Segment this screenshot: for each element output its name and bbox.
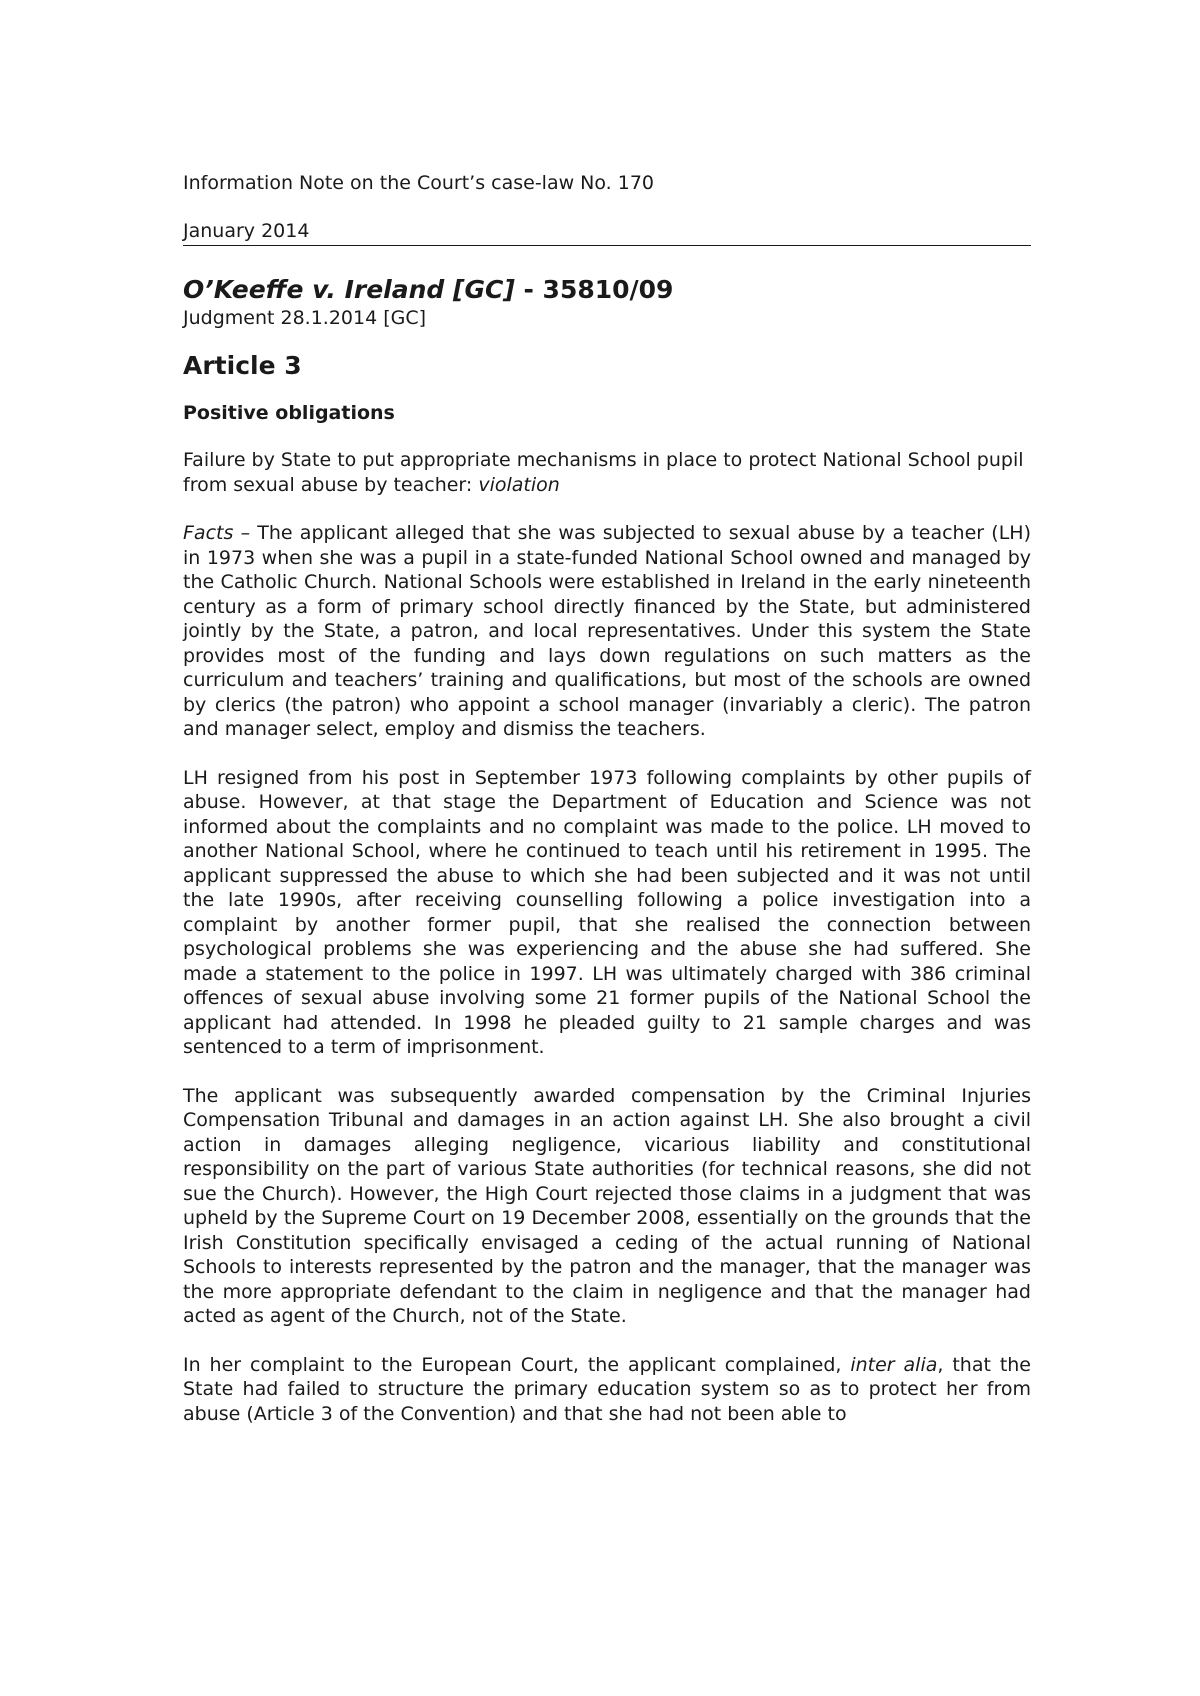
facts-label: Facts (183, 522, 234, 544)
facts-text-1: – The applicant alleged that she was subjected to sexual abuse by a teacher (LH) in 1973 when she was a pupil in a state-funded National School owned and managed by the Catholic Church. National Schools were established in Ireland in the early nineteenth century as a form of primary school directly financed by the State, but administered jointly by the State, a patron, and local representatives. Under this system the State provides most of the funding and lays down regulations on such matters as the curriculum and teachers’ training and qualifications, but most of the schools are owned by clerics (the patron) who appoint a school manager (invariably a cleric). The patron and manager select, employ and dismiss the teachers. (183, 522, 1031, 740)
case-title (183, 274, 1031, 306)
facts-paragraph-2: LH resigned from his post in September 1973 following complaints by other pupils of abuse. However, at that stage the Department of Education and Science was not informed about the complaints and no complaint was made to the police. LH moved to another National School, where he continued to teach until his retirement in 1995. The applicant suppressed the abuse to which she had been subjected and it was not until the late 1990s, after receiving counselling following a police investigation into a complaint by another former pupil, that she realised the connection between psychological problems she was experiencing and the abuse she had suffered. She made a statement to the police in 1997. LH was ultimately charged with 386 criminal offences of sexual abuse involving some 21 former pupils of the National School the applicant had attended. In 1998 he pleaded guilty to 21 sample charges and was sentenced to a term of imprisonment. (183, 766, 1031, 1058)
summary-outcome: violation (478, 473, 560, 496)
case-separator: - (514, 275, 543, 304)
summary (183, 448, 1031, 497)
judgment-date: Judgment 28.1.2014 [GC] (183, 307, 427, 329)
facts-paragraph-1 (183, 521, 1031, 742)
complaint-paragraph (183, 1353, 1031, 1427)
document-page (183, 170, 1031, 1426)
article-heading: Article 3 (183, 351, 302, 380)
complaint-text-start: In her complaint to the European Court, the applicant complained, (183, 1353, 851, 1376)
case-name: O’Keeffe v. Ireland [GC] (183, 275, 515, 304)
complaint-inter-alia: inter alia (850, 1353, 938, 1376)
note-date: January 2014 (183, 218, 1031, 246)
summary-text: Failure by State to put appropriate mechanisms in place to protect National School pupil from sexual abuse by teacher: (183, 449, 1024, 496)
facts-paragraph-3: The applicant was subsequently awarded compensation by the Criminal Injuries Compensation Tribunal and damages in an action against LH. She also brought a civil action in damages alleging negligence, vicarious liability and constitutional responsibility on the part of various State authorities (for technical reasons, she did not sue the Church). However, the High Court rejected those claims in a judgment that was upheld by the Supreme Court on 19 December 2008, essentially on the grounds that the Irish Constitution specifically envisaged a ceding of the actual running of National Schools to interests represented by the patron and the manager, that the manager was the more appropriate defendant to the claim in negligence and that the manager had acted as agent of the Church, not of the State. (183, 1084, 1031, 1327)
complaint-text-end: , that the State had failed to structure the primary education system so as to protect her from abuse (Article 3 of the Convention) and that she had not been able to (183, 1353, 1031, 1425)
case-number: 35810/09 (542, 275, 674, 304)
keyword-heading: Positive obligations (183, 402, 395, 424)
note-title: Information Note on the Court’s case-law No. 170 (183, 172, 655, 194)
